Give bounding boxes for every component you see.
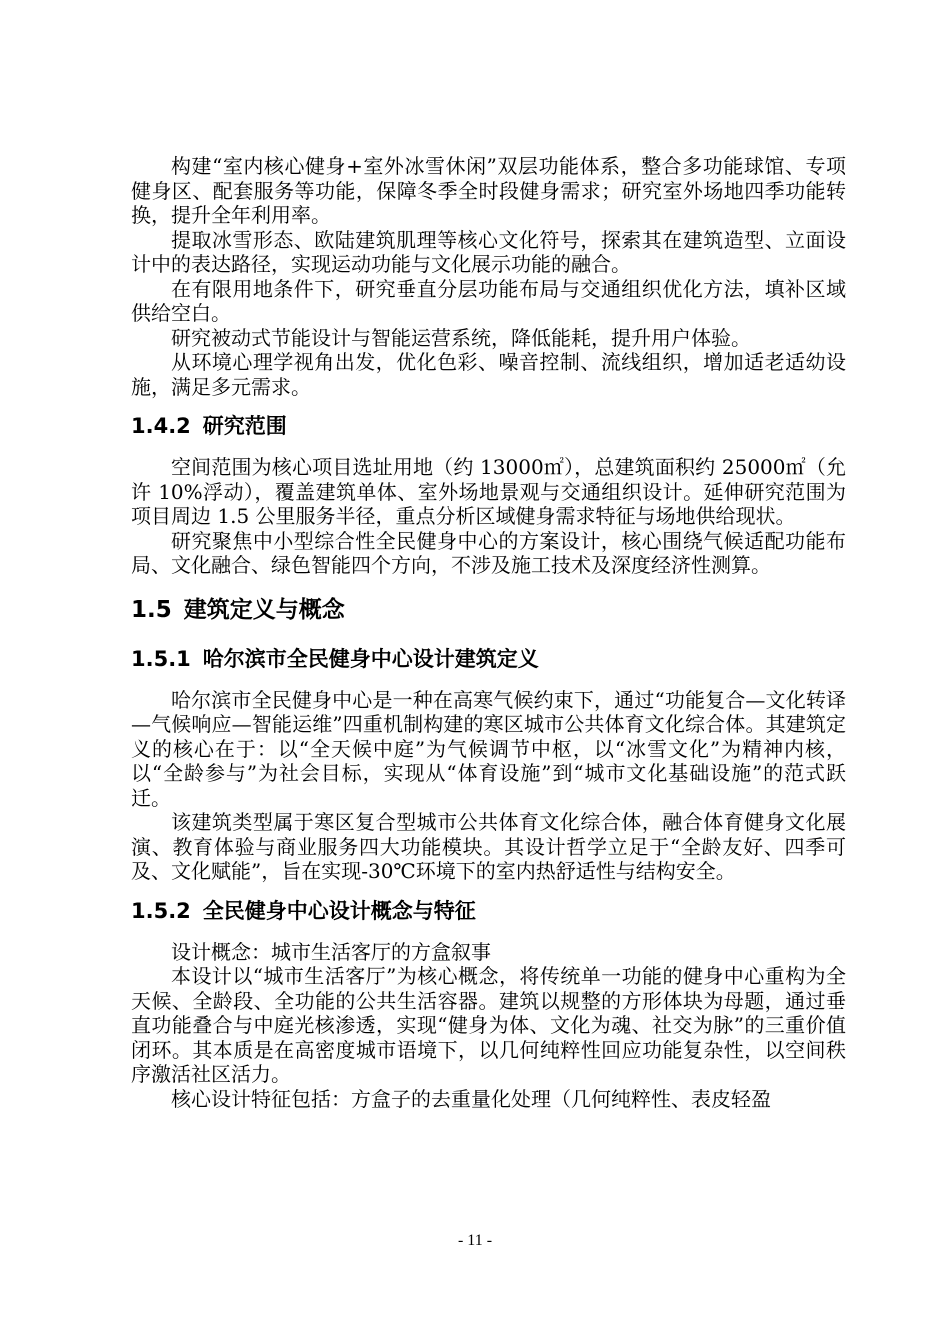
body-paragraph: 在有限用地条件下，研究垂直分层功能布局与交通组织优化方法，填补区域供给空白。 — [131, 276, 846, 325]
body-paragraph: 从环境心理学视角出发，优化色彩、噪音控制、流线组织，增加适老适幼设施，满足多元需求。 — [131, 350, 846, 399]
section-title: 哈尔滨市全民健身中心设计建筑定义 — [202, 646, 539, 671]
body-paragraph: 研究被动式节能设计与智能运营系统，降低能耗，提升用户体验。 — [171, 325, 751, 350]
section-number: 1.5.1 — [131, 646, 191, 671]
section-title: 研究范围 — [202, 414, 287, 438]
body-paragraph: 本设计以“城市生活客厅”为核心概念，将传统单一功能的健身中心重构为全天候、全龄段、全功能的公共生活容器。建筑以规整的方形体块为母题，通过垂直功能叠合与中庭光核渗透，实现“健身为体、文化为魂、社交为脉”的三重价值闭环。其本质是在高密度城市语境下，以几何纯粹性回应功能复杂性，以空间秩序激活社区活力。 — [131, 964, 846, 1086]
body-paragraph: 设计概念：城市生活客厅的方盒叙事 — [171, 939, 491, 964]
body-paragraph: 核心设计特征包括：方盒子的去重量化处理（几何纯粹性、表皮轻盈 — [171, 1086, 771, 1111]
body-paragraph: 哈尔滨市全民健身中心是一种在高寒气候约束下，通过“功能复合—文化转译—气候响应—智能运维”四重机制构建的寒区城市公共体育文化综合体。其建筑定义的核心在于：以“全天候中庭”为气候调节中枢，以“冰雪文化”为精神内核，以“全龄参与”为社会目标，实现从“体育设施”到“城市文化基础设施”的范式跃迁。 — [131, 687, 846, 810]
body-paragraph: 空间范围为核心项目选址用地（约 13000㎡），总建筑面积约 25000㎡（允许 10%浮动），覆盖建筑单体、室外场地景观与交通组织设计。延伸研究范围为项目周边 1.5 公里服务半径，重点分析区域健身需求特征与场地供给现状。 — [131, 455, 846, 528]
section-heading-1-5-2 — [131, 896, 846, 926]
section-number: 1.5.2 — [131, 898, 191, 923]
page-content — [131, 154, 846, 1111]
section-number: 1.4.2 — [131, 414, 191, 438]
body-paragraph: 提取冰雪形态、欧陆建筑肌理等核心文化符号，探索其在建筑造型、立面设计中的表达路径，实现运动功能与文化展示功能的融合。 — [131, 227, 846, 276]
section-number: 1.5 — [131, 596, 172, 623]
section-heading-1-5-1 — [131, 644, 846, 674]
page-number: - 11 - — [457, 1232, 493, 1249]
section-heading-1-5 — [131, 594, 846, 626]
body-paragraph: 构建“室内核心健身+室外冰雪休闲”双层功能体系，整合多功能球馆、专项健身区、配套服务等功能，保障冬季全时段健身需求；研究室外场地四季功能转换，提升全年利用率。 — [131, 154, 846, 227]
body-paragraph: 该建筑类型属于寒区复合型城市公共体育文化综合体，融合体育健身文化展演、教育体验与商业服务四大功能模块。其设计哲学立足于“全龄友好、四季可及、文化赋能”，旨在实现-30℃环境下的室内热舒适性与结构安全。 — [131, 810, 846, 883]
section-title: 建筑定义与概念 — [183, 596, 345, 623]
section-title: 全民健身中心设计概念与特征 — [202, 898, 476, 923]
body-paragraph: 研究聚焦中小型综合性全民健身中心的方案设计，核心围绕气候适配功能布局、文化融合、绿色智能四个方向，不涉及施工技术及深度经济性测算。 — [131, 528, 846, 577]
section-heading-1-4-2 — [131, 411, 846, 441]
